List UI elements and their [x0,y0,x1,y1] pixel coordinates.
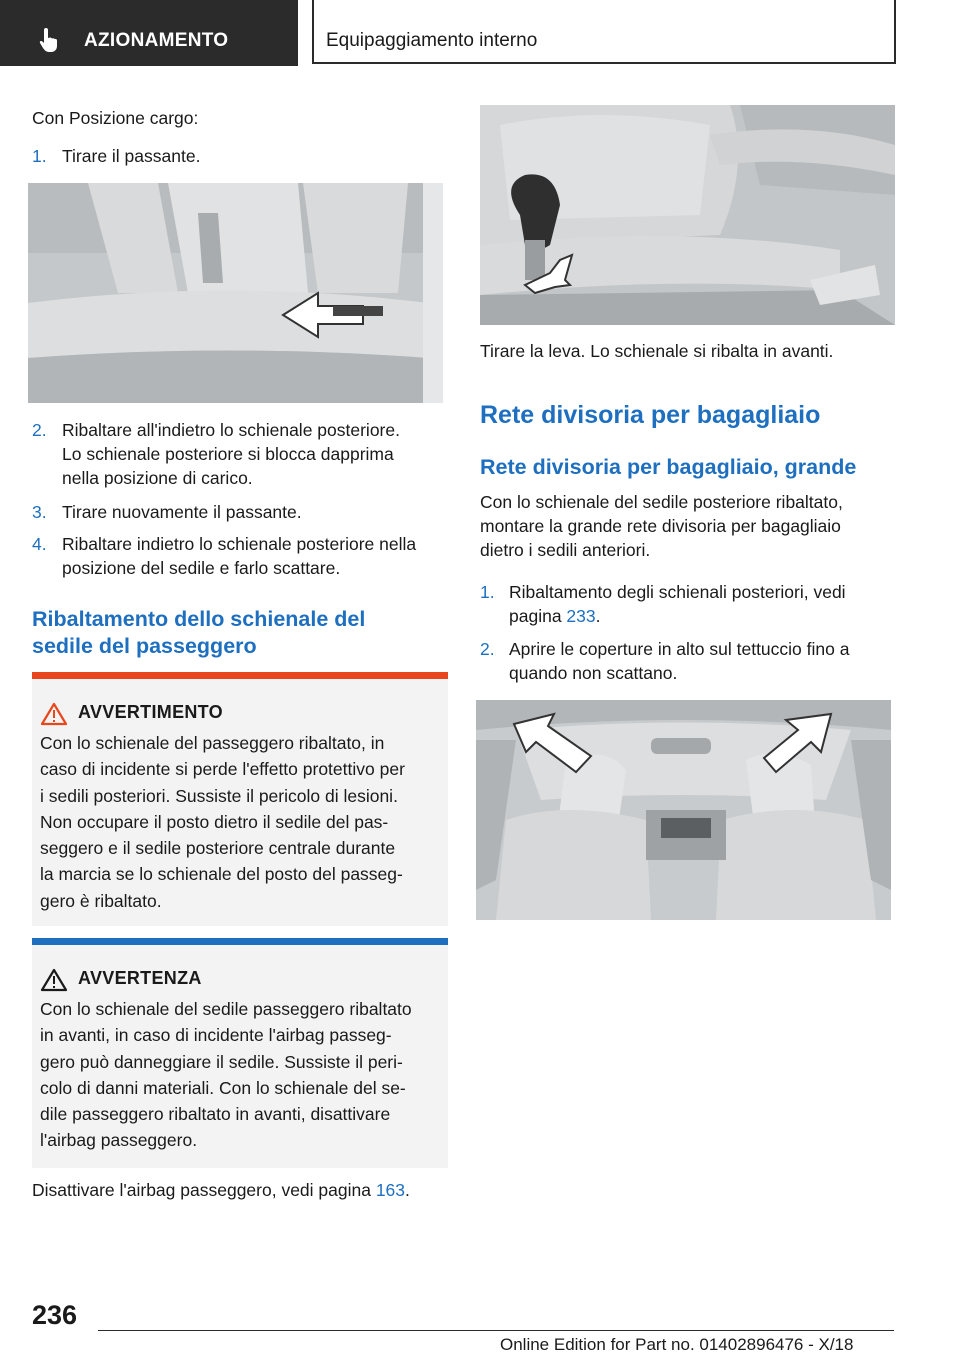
step-text: Ribaltare indietro lo schienale posteriore nella [62,534,417,554]
deactivate-text: Disattivare l'airbag passeggero, vedi pagina [32,1180,376,1200]
caution-line: in avanti, in caso di incidente l'airbag passeg- [40,1025,392,1046]
paragraph-line: Con lo schienale del sedile posteriore ribaltato, [480,492,843,512]
header-chapter-label: Equipaggiamento interno [326,30,538,51]
page-number: 236 [32,1300,78,1330]
cargo-intro: Con Posizione cargo: [32,108,199,128]
paragraph-line: dietro i sedili anteriori. [480,540,651,560]
warning-triangle-icon [40,702,68,726]
step-text: Tirare il passante. [62,146,201,166]
warning-box [32,672,448,926]
warning-triangle-icon [40,968,68,992]
warning-line: gero è ribaltato. [40,890,162,911]
warning-line: caso di incidente si perde l'effetto protettivo per [40,759,405,780]
car-interior-illustration [476,700,891,920]
header-section-tab [0,0,298,66]
luggage-net-heading: Rete divisoria per bagagliaio [480,401,821,429]
period: . [405,1180,410,1200]
step-text: Ribaltare all'indietro lo schienale posteriore. [62,420,400,440]
seat-lever-illustration [480,105,895,325]
rear-seat-illustration [28,183,443,403]
step-number: 4. [32,534,47,554]
step-text: posizione del sedile e farlo scattare. [62,558,341,578]
header-chapter-box [312,0,896,64]
step-number: 2. [32,420,47,440]
caution-line: gero può danneggiare il sedile. Sussiste il peri- [40,1051,403,1072]
step-text: Tirare nuovamente il passante. [62,502,302,522]
caution-line: colo di danni materiali. Con lo schienale del se- [40,1077,406,1098]
caution-bar [32,938,448,945]
step-text: nella posizione di carico. [62,468,253,488]
warning-line: Con lo schienale del passeggero ribaltato, in [40,733,385,753]
footer-edition: Online Edition for Part no. 01402896476 - X/18 [500,1335,854,1354]
header-section-label: AZIONAMENTO [84,30,229,51]
warning-title: AVVERTIMENTO [78,702,223,722]
deactivate-airbag-text [32,1178,410,1202]
warning-line: i sedili posteriori. Sussiste il pericolo di lesioni. [40,785,398,806]
step-text: Ribaltamento degli schienali posteriori, vedi [509,582,846,602]
section-heading: sedile del passeggero [32,634,257,658]
step-number: 1. [32,146,47,166]
step-number: 3. [32,502,47,522]
lever-caption: Tirare la leva. Lo schienale si ribalta in avanti. [480,341,834,361]
warning-line: seggero e il sedile posteriore centrale durante [40,838,396,859]
paragraph-line: montare la grande rete divisoria per bagagliaio [480,516,841,536]
caution-line: Con lo schienale del sedile passeggero ribaltato [40,999,412,1019]
footer-divider [98,1330,894,1331]
hand-pointer-icon [38,27,62,53]
warning-line: Non occupare il posto dietro il sedile del pas- [40,811,389,832]
step-text-prefix: pagina [509,606,567,626]
caution-text [40,996,450,1154]
caution-title: AVVERTENZA [78,968,202,988]
caution-line: l'airbag passeggero. [40,1130,198,1151]
step-number: 1. [480,582,495,602]
warning-bar [32,672,448,679]
warning-text [40,730,450,914]
page-link[interactable]: 233 [566,606,596,626]
period: . [595,606,601,626]
step-number: 2. [480,639,495,659]
step-text: Lo schienale posteriore si blocca dapprima [62,444,394,464]
section-heading: Ribaltamento dello schienale del [32,607,366,631]
step-text [509,604,601,628]
caution-line: dile passeggero ribaltato in avanti, disattivare [40,1104,391,1125]
page-link[interactable]: 163 [375,1180,406,1200]
step-text: Aprire le coperture in alto sul tettuccio fino a [509,639,850,659]
step-text: quando non scattano. [509,663,678,683]
luggage-net-large-heading: Rete divisoria per bagagliaio, grande [480,455,857,479]
caution-box [32,938,448,1168]
warning-line: la marcia se lo schienale del posto del passeg- [40,864,403,885]
